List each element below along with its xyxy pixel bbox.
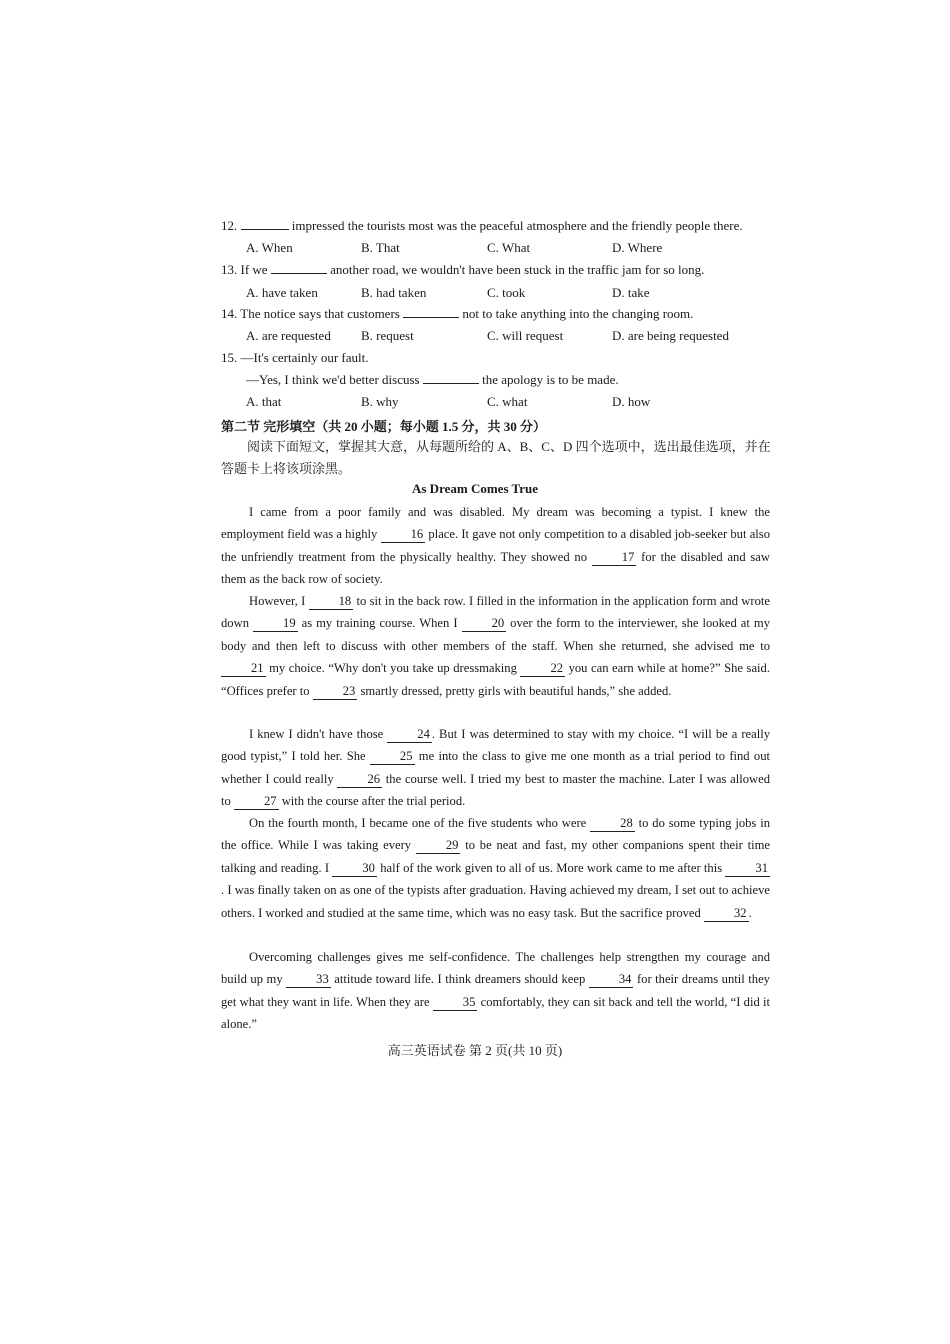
cloze-blank-29: 29 [416, 838, 461, 854]
question-stem-after: the apology is to be made. [478, 372, 619, 387]
question-15: 15. —It's certainly our fault. [221, 350, 369, 365]
option-b: B. had taken [361, 285, 427, 300]
passage-text: with the course after the trial period. [278, 794, 466, 809]
question-stem-after: not to take anything into the changing room. [459, 306, 694, 321]
passage-text: to sit in the back row. I filled in the information in the application form and wrote down [221, 594, 770, 631]
question-stem-after: another road, we wouldn't have been stuck in the traffic jam for so long. [326, 262, 705, 277]
cloze-blank-32: 32 [704, 906, 749, 922]
passage-text: me into the class to give me one month as a trial period to find out whether I could really [221, 749, 770, 786]
answer-blank [241, 228, 289, 230]
section-heading: 第二节 完形填空（共 20 小题；每小题 1.5 分，共 30 分） [221, 419, 547, 434]
option-b: B. That [361, 240, 400, 255]
cloze-blank-27: 27 [234, 794, 279, 810]
section-instruction: 阅读下面短文，掌握其大意，从每题所给的 A、B、C、D 四个选项中，选出最佳选项，并在答题卡上将该项涂黑。 [221, 439, 771, 476]
cloze-blank-33: 33 [286, 972, 331, 988]
passage-text: as my training course. When I [297, 616, 462, 631]
passage-text: smartly dressed, pretty girls with beautiful hands,” she added. [357, 683, 672, 698]
passage-paragraph [221, 723, 770, 813]
option-a: A. have taken [246, 285, 318, 300]
passage-paragraph [221, 812, 770, 924]
cloze-blank-16: 16 [381, 527, 426, 543]
cloze-blank-28: 28 [590, 816, 635, 832]
option-a: A. When [246, 240, 293, 255]
passage-text: the course well. I tried my best to master the machine. Later I was allowed to [221, 771, 770, 809]
cloze-blank-24: 24 [387, 727, 432, 743]
passage-text: However, I [249, 594, 309, 608]
cloze-blank-30: 30 [332, 861, 377, 877]
cloze-blank-23: 23 [313, 684, 358, 700]
passage-text: I came from a poor family and was disabled. My dream was becoming a typist. I knew the employment field was a highly [221, 505, 770, 542]
cloze-blank-21: 21 [221, 661, 266, 677]
cloze-blank-18: 18 [309, 594, 354, 610]
passage-text: over the form to the interviewer, she looked at my body and then left to discuss with other members of the staff. When she returned, she advised me to [221, 616, 771, 653]
option-a: A. are requested [246, 328, 331, 343]
passage-text: to do some typing jobs in the office. While I was taking every [221, 816, 770, 853]
passage-text: Overcoming challenges gives me self-confidence. The challenges help strengthen my courage and build up my [221, 950, 770, 987]
question-stem-before: 12. [221, 218, 241, 233]
passage-text: I knew I didn't have those [249, 727, 388, 741]
answer-blank [403, 316, 459, 318]
passage-text: for their dreams until they get what they want in life. When they are [221, 972, 770, 1009]
answer-blank [423, 382, 479, 384]
option-a: A. that [246, 394, 282, 409]
passage-paragraph [221, 501, 770, 591]
option-d: D. Where [612, 240, 663, 255]
option-d: D. are being requested [612, 328, 729, 343]
cloze-blank-17: 17 [592, 550, 637, 566]
question-stem-after: impressed the tourists most was the peaceful atmosphere and the friendly people there. [288, 218, 743, 233]
passage-text: . [748, 905, 752, 920]
cloze-blank-34: 34 [589, 972, 634, 988]
cloze-blank-35: 35 [433, 995, 478, 1011]
question-stem-before: 14. The notice says that customers [221, 306, 404, 321]
question-13 [221, 262, 704, 278]
passage-title: As Dream Comes True [411, 481, 538, 496]
passage-text: . I was finally taken on as one of the typists after graduation. Having achieved my dream, I set out to achieve others. I worked and studied at the same time, which was no easy task. But the sacrifice proved [221, 883, 770, 920]
option-c: C. what [487, 394, 528, 409]
page-footer: 高三英语试卷 第 2 页(共 10 页) [387, 1043, 563, 1058]
passage-text: . But I was determined to stay with my choice. “I will be a really good typist,” I told her. She [221, 727, 770, 764]
passage-text: place. It gave not only competition to a disabled job-seeker but also the unfriendly treatment from the physically healthy. They showed no [221, 527, 770, 564]
question-14 [221, 306, 693, 322]
option-c: C. will request [487, 328, 564, 343]
answer-blank [271, 272, 327, 274]
question-stem-before: —Yes, I think we'd better discuss [246, 372, 423, 387]
passage-text: On the fourth month, I became one of the five students who were [249, 816, 591, 830]
option-d: D. take [612, 285, 650, 300]
cloze-blank-25: 25 [370, 749, 415, 765]
passage-paragraph [221, 946, 770, 1036]
passage-text: my choice. “Why don't you take up dressmaking [265, 661, 521, 676]
passage-text: for the disabled and saw them as the back row of society. [221, 549, 770, 587]
passage-text: comfortably, they can sit back and tell the world, “I did it alone.” [221, 994, 770, 1032]
question-12 [221, 218, 743, 234]
cloze-blank-22: 22 [520, 661, 565, 677]
passage-text: you can earn while at home?” She said. “Offices prefer to [221, 661, 770, 698]
cloze-blank-20: 20 [462, 616, 507, 632]
option-d: D. how [612, 394, 651, 409]
passage-text: to be neat and fast, my other companions spent their time talking and reading. I [221, 838, 770, 875]
passage-text: half of the work given to all of us. More work came to me after this [376, 860, 726, 875]
option-c: C. took [487, 285, 526, 300]
option-b: B. request [361, 328, 414, 343]
question-15-reply [246, 372, 619, 388]
cloze-blank-26: 26 [337, 772, 382, 788]
option-c: C. What [487, 240, 531, 255]
option-b: B. why [361, 394, 399, 409]
passage-paragraph [221, 590, 770, 702]
question-stem-before: 13. If we [221, 262, 271, 277]
cloze-blank-31: 31 [725, 861, 770, 877]
cloze-blank-19: 19 [253, 616, 298, 632]
passage-text: attitude toward life. I think dreamers should keep [330, 972, 589, 987]
